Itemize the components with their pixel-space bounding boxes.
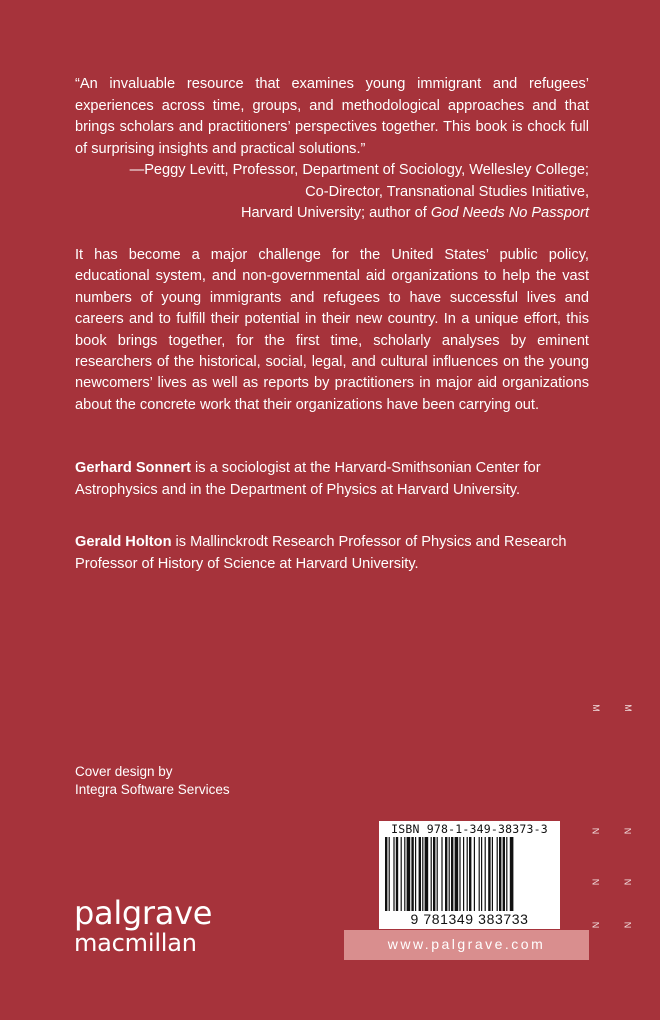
attribution-line-3-prefix: Harvard University; author of xyxy=(241,205,431,221)
spine-mark: N xyxy=(622,827,633,835)
author-bio-text: is a sociologist at the Harvard-Smithsonian Center for Astrophysics and in the Department of Physics at Harvard University. xyxy=(75,460,541,498)
spine-mark: M xyxy=(590,704,601,712)
cover-design-credit xyxy=(75,763,230,799)
isbn-label: ISBN 978-1-349-38373-3 xyxy=(391,822,548,836)
publisher-url: www.palgrave.com xyxy=(387,936,546,952)
spine-mark: N xyxy=(590,878,601,886)
book-description: It has become a major challenge for the United States’ public policy, educational system, and non-governmental aid organizations to help the vast numbers of young immigrants and refugees to have successful lives and careers and to fulfill their potential in their new country. In a unique effort, this book brings together, for the first time, scholarly analyses by eminent researchers of the historical, social, legal, and cultural influences on the young newcomers’ lives as well as reports by practitioners in major aid organizations about the concrete work that their organizations have been carrying out. xyxy=(75,247,589,413)
spine-mark: M xyxy=(622,704,633,712)
endorsement-quote: “An invaluable resource that examines young immigrant and refugees’ experiences across time, groups, and methodological approaches and that brings scholars and practitioners’ perspectives together. This book is chock full of surprising insights and practical solutions.” xyxy=(75,76,589,157)
attribution-line-3 xyxy=(109,203,589,225)
barcode-bars xyxy=(383,837,556,911)
endorsement-attribution xyxy=(109,160,589,225)
attribution-line-2: Co-Director, Transnational Studies Initiative, xyxy=(305,183,589,200)
cover-design-line-1: Cover design by xyxy=(75,764,173,779)
attribution-line-1: —Peggy Levitt, Professor, Department of Sociology, Wellesley College; xyxy=(129,162,589,178)
isbn-barcode xyxy=(379,821,560,929)
author-name: Gerald Holton xyxy=(75,534,172,550)
attribution-book-title: God Needs No Passport xyxy=(430,205,589,221)
logo-line-1: palgrave xyxy=(74,894,213,932)
barcode-digits: 9 781349 383733 xyxy=(410,911,529,927)
spine-mark: N xyxy=(622,921,633,929)
spine-mark: N xyxy=(590,921,601,929)
author-name: Gerhard Sonnert xyxy=(75,460,191,476)
author-bio-sonnert xyxy=(75,458,595,501)
publisher-url-box xyxy=(344,930,589,960)
spine-mark: N xyxy=(622,878,633,886)
author-bio-text: is Mallinckrodt Research Professor of Physics and Research Professor of History of Science at Harvard University. xyxy=(75,534,567,572)
logo-line-2: macmillan xyxy=(74,929,197,957)
spine-mark: N xyxy=(590,827,601,835)
cover-design-line-2: Integra Software Services xyxy=(75,782,230,797)
publisher-logo xyxy=(74,894,213,957)
author-bio-holton xyxy=(75,532,595,575)
